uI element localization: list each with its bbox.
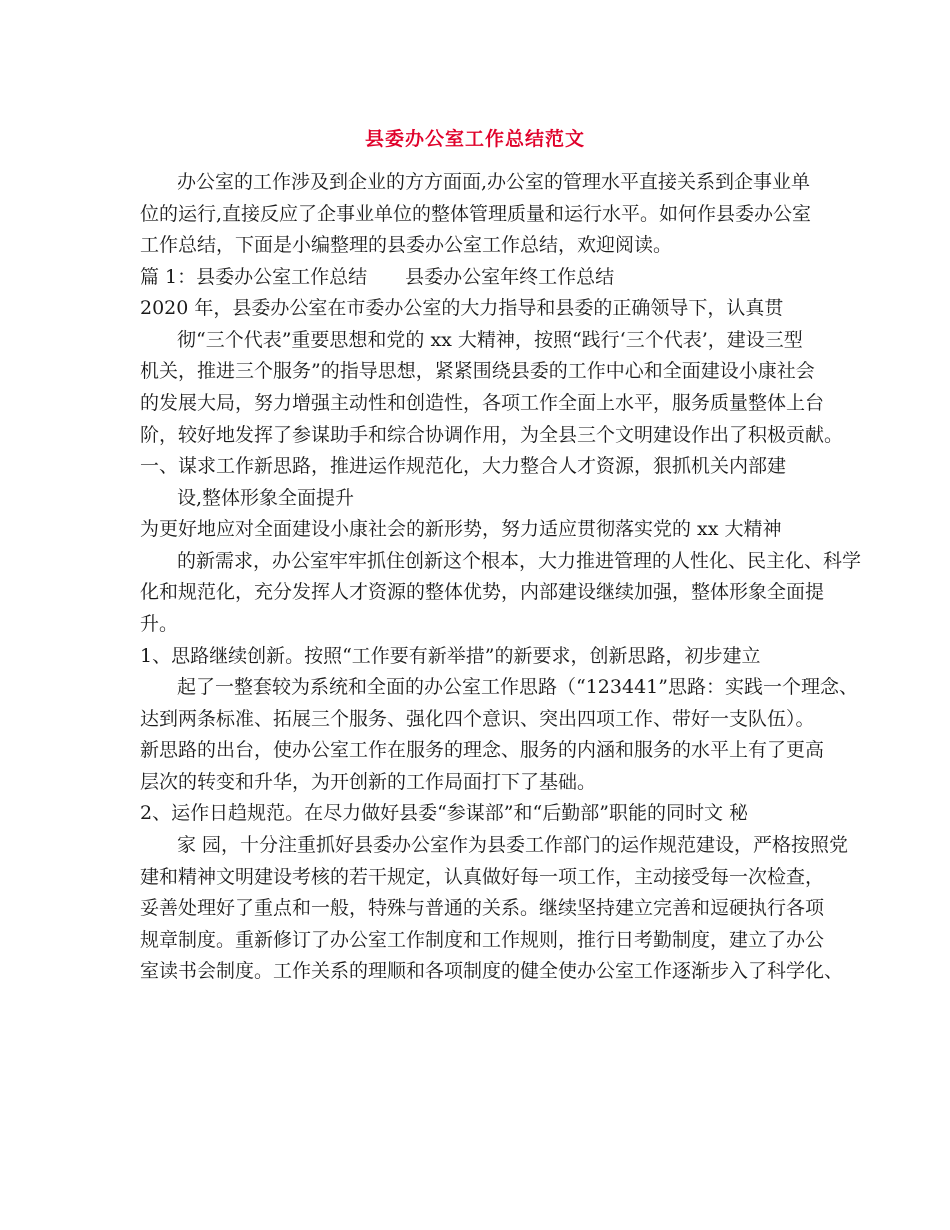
paragraph-line: 家 园，十分注重抓好县委办公室作为县委工作部门的运作规范建设，严格按照党 [177,834,849,856]
paragraph-line: 层次的转变和升华，为开创新的工作局面打下了基础。 [140,771,597,793]
paragraph-line: 室读书会制度。工作关系的理顺和各项制度的健全使办公室工作逐渐步入了科学化、 [140,960,844,982]
document-title: 县委办公室工作总结范文 [364,128,585,150]
section-heading: 2020 年，县委办公室在市委办公室的大力指导和县委的正确领导下，认真贯 [140,297,784,319]
paragraph-line: 办公室的工作涉及到企业的方方面面,办公室的管理水平直接关系到企事业单 [177,171,811,193]
paragraph-line: 1、思路继续创新。按照“工作要有新举措”的新要求，创新思路，初步建立 [140,645,761,667]
paragraph-line: 阶，较好地发挥了参谋助手和综合协调作用，为全县三个文明建设作出了积极贡献。 [140,424,844,446]
paragraph-line: 规章制度。重新修订了办公室工作制度和工作规则，推行日考勤制度，建立了办公 [140,929,825,951]
paragraph-line: 建和精神文明建设考核的若干规定，认真做好每一项工作，主动接受每一次检查， [140,866,825,888]
paragraph-line: 位的运行,直接反应了企事业单位的整体管理质量和运行水平。如何作县委办公室 [140,203,812,225]
paragraph-line: 的新需求，办公室牢牢抓住创新这个根本，大力推进管理的人性化、民主化、科学 [177,550,862,572]
paragraph-line: 为更好地应对全面建设小康社会的新形势，努力适应贯彻落实党的 xx 大精神 [140,518,782,540]
paragraph-line: 工作总结，下面是小编整理的县委办公室工作总结，欢迎阅读。 [140,234,673,256]
paragraph-line: 设,整体形象全面提升 [177,487,355,509]
paragraph-line: 一、谋求工作新思路，推进运作规范化，大力整合人才资源，狠抓机关内部建 [140,455,787,477]
paragraph-line: 的发展大局，努力增强主动性和创造性，各项工作全面上水平，服务质量整体上台 [140,392,825,414]
paragraph-line: 彻“三个代表”重要思想和党的 xx 大精神，按照“践行‘三个代表’，建设三型 [177,329,803,351]
paragraph-line: 升。 [140,613,179,635]
paragraph-line: 新思路的出台，使办公室工作在服务的理念、服务的内涵和服务的水平上有了更高 [140,739,825,761]
paragraph-line: 起了一整套较为系统和全面的办公室工作思路（“123441”思路：实践一个理念、 [177,676,858,698]
paragraph-line: 妥善处理好了重点和一般，特殊与普通的关系。继续坚持建立完善和逗硬执行各项 [140,897,825,919]
paragraph-line: 化和规范化，充分发挥人才资源的整体优势，内部建设继续加强，整体形象全面提 [140,581,825,603]
paragraph-line: 达到两条标准、拓展三个服务、强化四个意识、突出四项工作、带好一支队伍）。 [140,708,815,730]
paragraph-line: 机关，推进三个服务”的指导思想，紧紧围绕县委的工作中心和全面建设小康社会 [140,360,815,382]
paragraph-line: 篇 1：县委办公室工作总结 县委办公室年终工作总结 [140,266,615,288]
paragraph-line: 2、运作日趋规范。在尽力做好县委“参谋部”和“后勤部”职能的同时文 秘 [140,802,748,824]
